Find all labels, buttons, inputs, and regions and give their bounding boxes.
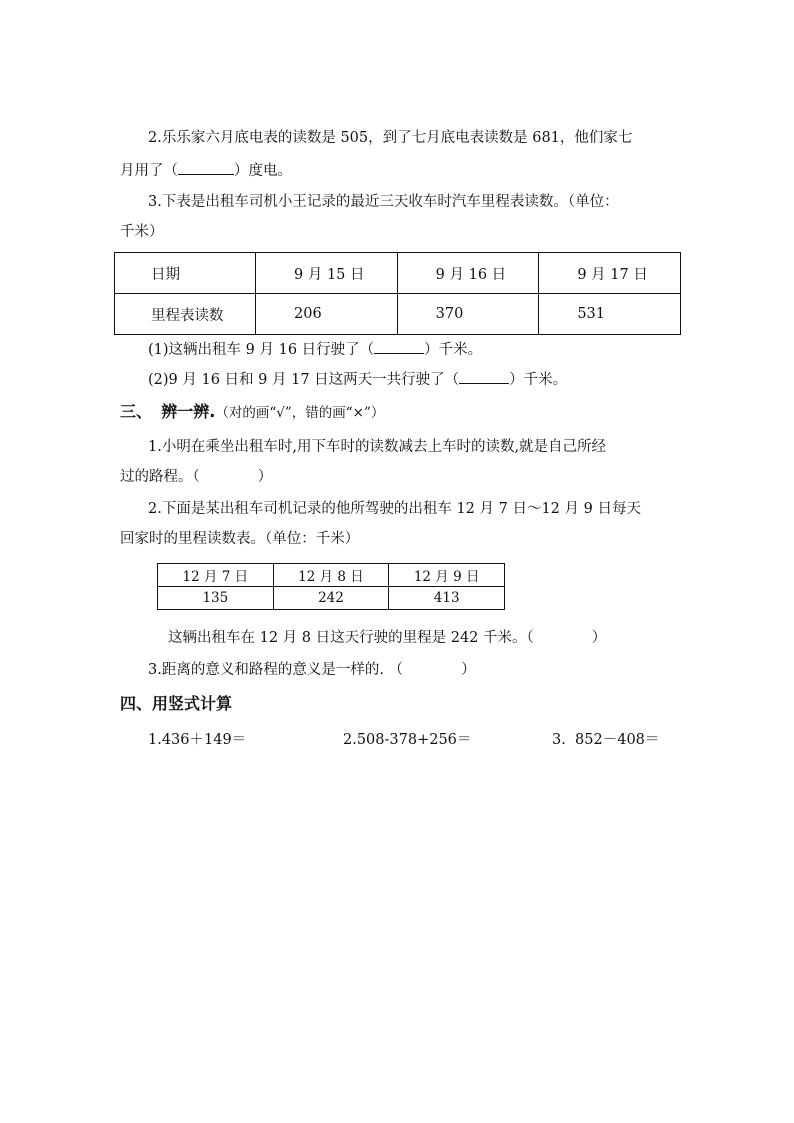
table-cell: 531 [539,294,681,335]
s3-q2-statement [168,628,606,648]
table-cell: 9 月 17 日 [539,253,681,294]
section3-instruction: （对的画“√”，错的画“×”） [215,405,385,421]
section3-title: 辨一辨. [161,402,216,421]
s3-q3-post: ） [461,662,476,678]
table-cell: 413 [389,587,505,610]
table-cell: 242 [273,587,389,610]
q2-2-line2 [120,160,292,181]
s3-q3-pre: 3.距离的意义和路程的意义是一样的. （ [148,662,404,678]
q2-2-line2-post: ）度电。 [234,163,292,179]
table-cell: 12 月 8 日 [273,564,389,587]
q2-2-line2-pre: 月用了（ [120,163,178,179]
s3-q2-line2: 回家时的里程读数表。（单位：千米） [120,531,360,547]
s3-q2-line1: 2.下面是某出租车司机记录的他所驾驶的出租车 12 月 7 日～12 月 9 日每天 [148,501,641,517]
table-cell: 206 [256,294,398,335]
table-cell: 12 月 7 日 [158,564,274,587]
calc-item-3: 3. 852－408＝ [552,732,660,748]
table-cell: 12 月 9 日 [389,564,505,587]
table-cell: 里程表读数 [115,294,256,335]
q2-3-sub1-pre: (1)这辆出租车 9 月 16 日行驶了（ [148,342,375,358]
s3-q3 [148,660,476,680]
q2-3-sub2 [148,369,567,390]
table-cell: 9 月 16 日 [397,253,539,294]
section3-heading [120,402,384,423]
q2-3-sub2-post: ）千米。 [509,372,568,388]
q2-3-sub2-pre: (2)9 月 16 日和 9 月 17 日这两天一共行驶了（ [148,372,460,388]
s3-q1-line2 [120,467,272,487]
calc-item-1: 1.436＋149＝ [148,732,247,748]
q2-3-line2: 千米） [120,224,164,240]
table-cell: 135 [158,587,274,610]
answer-blank[interactable] [459,369,509,384]
table-row [158,587,505,610]
s3-q1-line2-pre: 过的路程。（ [120,469,200,485]
s3-q2-stmt-post: ） [591,630,607,646]
q2-3-sub1-post: ）千米。 [424,342,483,358]
calc-item-2: 2.508-378+256＝ [343,732,472,748]
section4-title: 四、用竖式计算 [120,694,233,713]
mileage-reading-table [157,563,505,610]
s3-q1-line1: 1.小明在乘坐出租车时,用下车时的读数减去上车时的读数,就是自己所经 [148,439,607,455]
q2-3-line1: 3.下表是出租车司机小王记录的最近三天收车时汽车里程表读数。（单位： [148,194,619,210]
table-cell: 日期 [115,253,256,294]
table-cell: 370 [397,294,539,335]
s3-q1-line2-post: ） [257,469,273,485]
s3-q2-stmt-pre: 这辆出租车在 12 月 8 日这天行驶的里程是 242 千米。（ [168,630,534,646]
table-row [115,253,681,294]
table-row [115,294,681,335]
table-cell: 9 月 15 日 [256,253,398,294]
section3-number: 三、 [120,402,153,421]
q2-3-sub1 [148,339,482,360]
mileage-table [114,252,681,335]
answer-blank[interactable] [374,339,424,354]
table-row [158,564,505,587]
answer-blank[interactable] [178,160,234,175]
q2-2-line1: 2.乐乐家六月底电表的读数是 505，到了七月底电表读数是 681，他们家七 [148,130,633,146]
